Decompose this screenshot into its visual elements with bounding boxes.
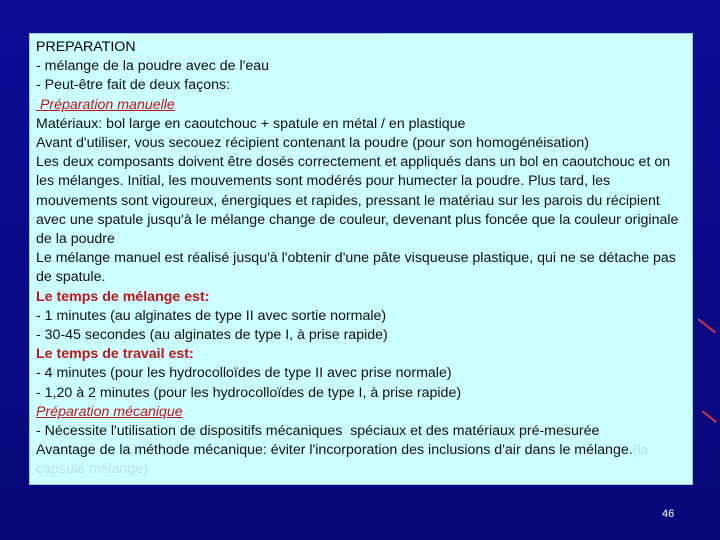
text-paragraph: Les deux composants doivent être dosés correctement et appliqués dans un bol en caoutchouc et on les mélanges. Initial, les mouvements sont modérés pour humecter la poudre. Plus tard, les mouvements sont vigoureux, énergiques et rapides, pressant le matériau sur les parois du récipient avec une spatule jusqu'à le mélange change de couleur, devenant plus foncée que la couleur originale de la poudre bbox=[36, 154, 683, 248]
page-number: 46 bbox=[662, 508, 675, 520]
text-line: - mélange de la poudre avec de l'eau bbox=[36, 58, 270, 75]
text-line: - Peut-être fait de deux façons: bbox=[36, 77, 231, 94]
section-heading-mixing-time: Le temps de mélange est: bbox=[36, 288, 210, 305]
faded-text-span: (la capsule mélange) bbox=[36, 442, 653, 478]
text-line: Matériaux: bol large en caoutchouc + spatule en métal / en plastique bbox=[36, 115, 466, 132]
text-line: - 1,20 à 2 minutes (pour les hydrocolloïdes de type I, à prise rapide) bbox=[36, 384, 462, 401]
text-line: - Nécessite l'utilisation de dispositifs mécaniques spéciaux et des matériaux pré-mesurée bbox=[36, 423, 600, 440]
content-text-box bbox=[29, 33, 693, 485]
section-heading-manual: Préparation manuelle bbox=[36, 96, 175, 113]
decorative-line bbox=[701, 410, 716, 423]
slide-title: PREPARATION bbox=[36, 39, 136, 55]
text-span: Avantage de la méthode mécanique: éviter l'incorporation des inclusions d'air dans le mélange. bbox=[36, 442, 633, 459]
text-line: - 1 minutes (au alginates de type II avec sortie normale) bbox=[36, 307, 387, 324]
text-paragraph: Le mélange manuel est réalisé jusqu'à l'obtenir d'une pâte visqueuse plastique, qui ne se détache pas de spatule. bbox=[36, 250, 680, 286]
text-line: Avant d'utiliser, vous secouez récipient contenant la poudre (pour son homogénéisation) bbox=[36, 135, 589, 152]
text-line: - 4 minutes (pour les hydrocolloïdes de type II avec prise normale) bbox=[36, 365, 452, 382]
section-heading-working-time: Le temps de travail est: bbox=[36, 346, 194, 363]
text-line: - 30-45 secondes (au alginates de type I, à prise rapide) bbox=[36, 327, 388, 344]
decorative-line bbox=[697, 318, 716, 333]
section-heading-mechanical: Préparation mécanique bbox=[36, 403, 183, 420]
text-paragraph bbox=[36, 441, 686, 479]
